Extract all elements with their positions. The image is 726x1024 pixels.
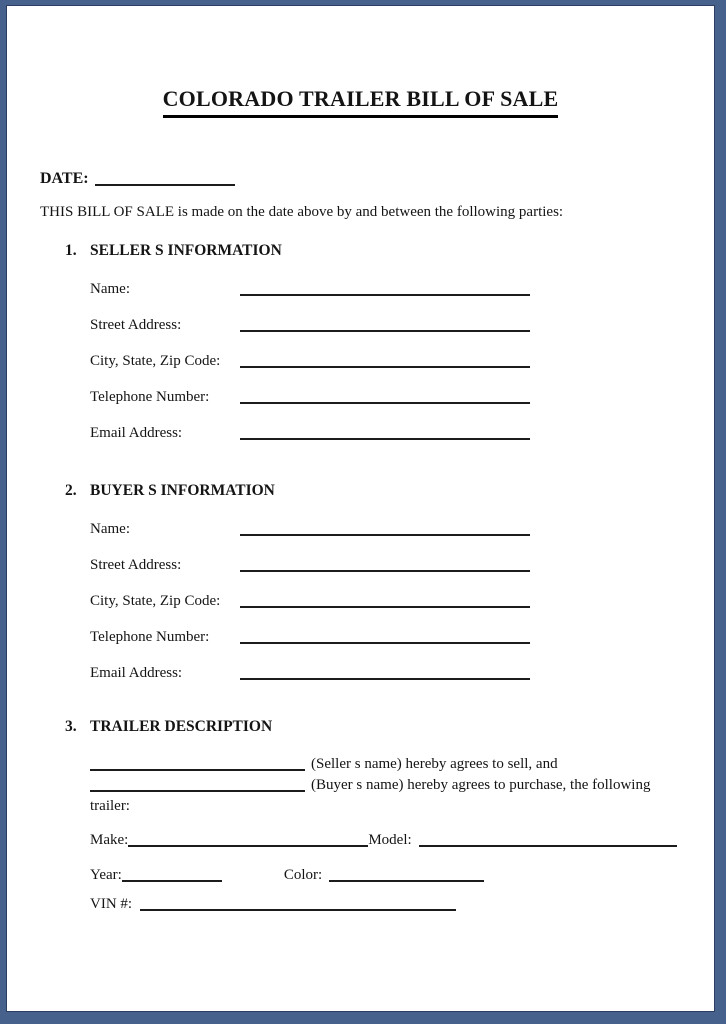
buyer-phone-row (90, 629, 714, 646)
buyer-street-label: Street Address: (90, 557, 182, 573)
make-blank-line (128, 833, 368, 847)
section-3-number: 3. (65, 718, 77, 735)
buyer-email-label: Email Address: (90, 665, 183, 681)
buyer-name-row (90, 521, 714, 538)
seller-name-blank-line (240, 282, 530, 296)
seller-street-row (90, 317, 714, 334)
buyer-city-blank-line (240, 594, 530, 608)
vin-label: VIN #: (90, 896, 133, 912)
seller-phone-row (90, 389, 714, 406)
section-3-title: TRAILER DESCRIPTION (90, 718, 273, 735)
buyer-name-fill-blank-line (90, 778, 305, 792)
seller-email-label: Email Address: (90, 425, 183, 441)
title-row (7, 86, 714, 118)
seller-street-label: Street Address: (90, 317, 182, 333)
make-label: Make: (90, 832, 129, 848)
section-3-heading (65, 718, 714, 736)
color-blank-line (329, 868, 484, 882)
date-row (40, 170, 714, 188)
section-2-heading (65, 482, 714, 500)
model-label: Model: (368, 832, 412, 848)
buyer-name-label: Name: (90, 521, 130, 537)
seller-city-blank-line (240, 354, 530, 368)
vin-row (90, 896, 714, 913)
seller-email-blank-line (240, 426, 530, 440)
buyer-street-blank-line (240, 558, 530, 572)
buyer-agree-text: (Buyer s name) hereby agrees to purchase, the following (311, 777, 651, 793)
date-label: DATE: (40, 170, 89, 187)
trailer-agreement-block (90, 754, 684, 817)
buyer-name-blank-line (240, 522, 530, 536)
seller-agree-line (90, 754, 684, 775)
section-1-title: SELLER S INFORMATION (90, 242, 282, 259)
buyer-street-row (90, 557, 714, 574)
color-label: Color: (283, 867, 323, 883)
section-1-number: 1. (65, 242, 77, 259)
seller-city-label: City, State, Zip Code: (90, 353, 221, 369)
seller-agree-text: (Seller s name) hereby agrees to sell, and (311, 756, 558, 772)
page-title: COLORADO TRAILER BILL OF SALE (163, 86, 559, 118)
vin-blank-line (140, 897, 456, 911)
seller-email-row (90, 425, 714, 442)
seller-name-label: Name: (90, 281, 130, 297)
year-label: Year: (90, 867, 122, 883)
buyer-phone-label: Telephone Number: (90, 629, 210, 645)
trailer-wrap-text: trailer: (90, 798, 130, 814)
seller-city-row (90, 353, 714, 370)
section-2-title: BUYER S INFORMATION (90, 482, 275, 499)
buyer-city-row (90, 593, 714, 610)
section-1-heading (65, 242, 714, 260)
seller-name-row (90, 281, 714, 298)
make-model-row (90, 832, 714, 849)
buyer-agree-line (90, 775, 684, 796)
buyer-city-label: City, State, Zip Code: (90, 593, 221, 609)
trailer-wrap-line (90, 796, 684, 817)
date-blank-line (95, 172, 235, 186)
document-sheet (6, 5, 715, 1012)
buyer-email-blank-line (240, 666, 530, 680)
model-blank-line (419, 833, 677, 847)
section-2-number: 2. (65, 482, 77, 499)
seller-name-fill-blank-line (90, 757, 305, 771)
intro-text: THIS BILL OF SALE is made on the date above by and between the following parties: (40, 204, 564, 220)
buyer-phone-blank-line (240, 630, 530, 644)
year-color-row (90, 867, 714, 884)
seller-phone-blank-line (240, 390, 530, 404)
buyer-email-row (90, 665, 714, 682)
year-blank-line (122, 868, 222, 882)
seller-phone-label: Telephone Number: (90, 389, 210, 405)
seller-street-blank-line (240, 318, 530, 332)
